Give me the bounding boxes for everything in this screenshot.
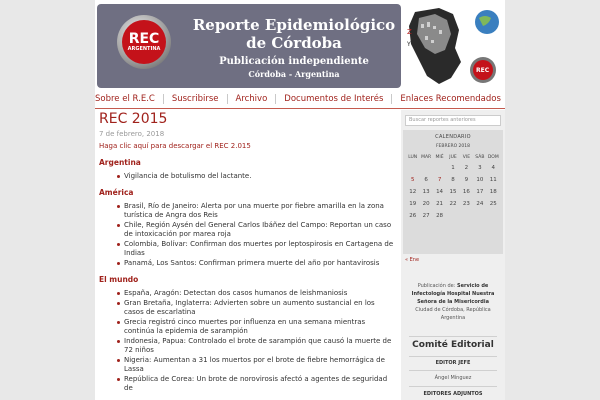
site-subtitle: Publicación independiente <box>219 56 369 67</box>
page <box>95 0 505 400</box>
calendar-weekday: DOM <box>487 155 499 160</box>
news-list <box>99 289 395 393</box>
publication-org: Servicio de Infectología Hospital Nuestra Señora de la Misericordia <box>411 283 495 305</box>
download-link[interactable]: Haga clic aquí para descargar el REC 2.015 <box>99 142 251 150</box>
list-item: Panamá, Los Santos: Confirman primera muerte del año por hantavirosis <box>99 259 395 268</box>
post-title[interactable]: REC 2015 <box>99 111 168 127</box>
calendar-month: FEBRERO 2018 <box>435 144 471 149</box>
nav-item-enlaces[interactable]: Enlaces Recomendados <box>400 94 501 104</box>
list-item: República de Corea: Un brote de norovirosis afectó a agentes de seguridad de <box>99 375 395 393</box>
nav-item-sobre[interactable]: Sobre el R.E.C <box>95 94 155 104</box>
calendar-empty-cell <box>460 210 473 222</box>
calendar-weekday: SÁB <box>475 155 485 160</box>
calendar-day: 23 <box>462 201 470 207</box>
calendar-day: 18 <box>489 189 497 195</box>
calendar-day: 12 <box>409 189 417 195</box>
calendar-weekday: LUN <box>408 155 418 160</box>
banner-box <box>97 4 401 88</box>
list-item: Vigilancia de botulismo del lactante. <box>99 172 395 181</box>
calendar-day: 17 <box>476 189 484 195</box>
calendar-day: 22 <box>449 201 457 207</box>
calendar-day: 11 <box>489 177 497 183</box>
calendar-day: 15 <box>449 189 457 195</box>
divider <box>409 370 497 371</box>
nav-divider <box>163 94 164 104</box>
calendar-day: 20 <box>422 201 430 207</box>
header-collage-image <box>405 4 503 88</box>
news-list <box>99 172 395 181</box>
list-item: España, Aragón: Detectan dos casos humanos de leishmaniosis <box>99 289 395 298</box>
calendar-weekday: JUE <box>449 155 457 160</box>
calendar-day: 13 <box>422 189 430 195</box>
search-input[interactable]: Buscar reportes anteriores <box>405 115 501 126</box>
section-heading-argentina: Argentina <box>99 158 141 167</box>
nav-item-suscribirse[interactable]: Suscribirse <box>171 94 219 104</box>
editor-role: EDITOR JEFE <box>435 360 471 366</box>
calendar-empty-cell <box>406 162 419 174</box>
post-date: 7 de febrero, 2018 <box>99 130 165 138</box>
main-nav <box>95 90 505 108</box>
site-location: Córdoba - Argentina <box>248 69 340 79</box>
calendar-day: 28 <box>436 213 444 219</box>
logo-sub: ARGENTINA <box>127 45 161 52</box>
calendar-empty-cell <box>446 210 459 222</box>
calendar-day: 3 <box>478 165 482 171</box>
calendar-day: 21 <box>436 201 444 207</box>
calendar-day: 14 <box>436 189 444 195</box>
comite-title: Comité Editorial <box>412 340 494 350</box>
calendar-day: 27 <box>422 213 430 219</box>
section-heading-america: América <box>99 188 134 197</box>
calendar-day: 26 <box>409 213 417 219</box>
list-item: Chile, Región Aysén del General Carlos Ibáñez del Campo: Reportan un caso de intoxicación por marea roja <box>99 221 395 239</box>
calendar-title: CALENDARIO <box>435 134 471 140</box>
list-item: Brasil, Río de Janeiro: Alerta por una muerte por fiebre amarilla en la zona turística de Angra dos Reis <box>99 202 395 220</box>
calendar-day: 24 <box>476 201 484 207</box>
publication-info <box>405 282 501 322</box>
calendar-widget <box>403 130 503 254</box>
calendar-day: 10 <box>476 177 484 183</box>
calendar-weekday: MIÉ <box>435 155 444 160</box>
calendar-empty-cell <box>487 210 500 222</box>
list-item: Indonesia, Papua: Controlado el brote de sarampión que causó la muerte de 72 niños <box>99 337 395 355</box>
calendar-day[interactable]: 7 <box>437 177 442 183</box>
site-header[interactable] <box>95 0 505 90</box>
list-item: Gran Bretaña, Inglaterra: Advierten sobre un aumento sustancial en los casos de escarlatina <box>99 299 395 317</box>
nav-item-documentos[interactable]: Documentos de Interés <box>284 94 384 104</box>
rec-logo <box>117 15 171 69</box>
calendar-day: 4 <box>491 165 496 171</box>
calendar-prev-link[interactable]: « Ene <box>405 257 420 263</box>
calendar-grid <box>406 153 500 222</box>
post-content <box>99 110 395 400</box>
news-list <box>99 202 395 268</box>
calendar-day[interactable]: 5 <box>410 177 415 183</box>
publication-prefix: Publicación de: <box>417 283 456 289</box>
svg-text:Y: Y <box>407 41 411 48</box>
svg-text:REC: REC <box>476 67 490 74</box>
divider <box>409 336 497 337</box>
calendar-empty-cell <box>433 162 446 174</box>
calendar-day: 8 <box>451 177 455 183</box>
list-item: Grecia registró cinco muertes por influenza en una semana mientras continúa la epidemia de sarampión <box>99 318 395 336</box>
list-item: Nigeria: Aumentan a 31 los muertos por el brote de fiebre hemorrágica de Lassa <box>99 356 395 374</box>
divider <box>409 386 497 387</box>
nav-divider <box>227 94 228 104</box>
editor-name: Ángel Mínguez <box>434 375 472 381</box>
calendar-day: 2 <box>464 165 469 171</box>
calendar-day: 19 <box>409 201 417 207</box>
sidebar <box>401 110 505 400</box>
site-title: Reporte Epidemiológico de Córdoba <box>192 16 396 52</box>
logo-text: REC <box>128 30 160 47</box>
calendar-empty-cell <box>473 210 486 222</box>
nav-rule <box>95 108 505 109</box>
svg-text:Z: Z <box>407 28 412 36</box>
calendar-weekday: VIE <box>462 155 471 160</box>
nav-item-archivo[interactable]: Archivo <box>235 94 268 104</box>
calendar-weekday: MAR <box>421 155 432 160</box>
calendar-day: 6 <box>424 177 428 183</box>
adjuntos-role: EDITORES ADJUNTOS <box>423 391 483 397</box>
list-item: Colombia, Bolívar: Confirman dos muertes por leptospirosis en Cartagena de Indias <box>99 240 395 258</box>
calendar-day: 16 <box>462 189 470 195</box>
calendar-day: 25 <box>489 201 497 207</box>
publication-place: Ciudad de Córdoba, República Argentina <box>415 307 491 321</box>
section-heading-mundo: El mundo <box>99 275 139 284</box>
nav-divider <box>391 94 392 104</box>
calendar-day: 1 <box>451 165 455 171</box>
nav-divider <box>275 94 276 104</box>
calendar-day: 9 <box>464 177 469 183</box>
calendar-empty-cell <box>419 162 432 174</box>
divider <box>409 356 497 357</box>
